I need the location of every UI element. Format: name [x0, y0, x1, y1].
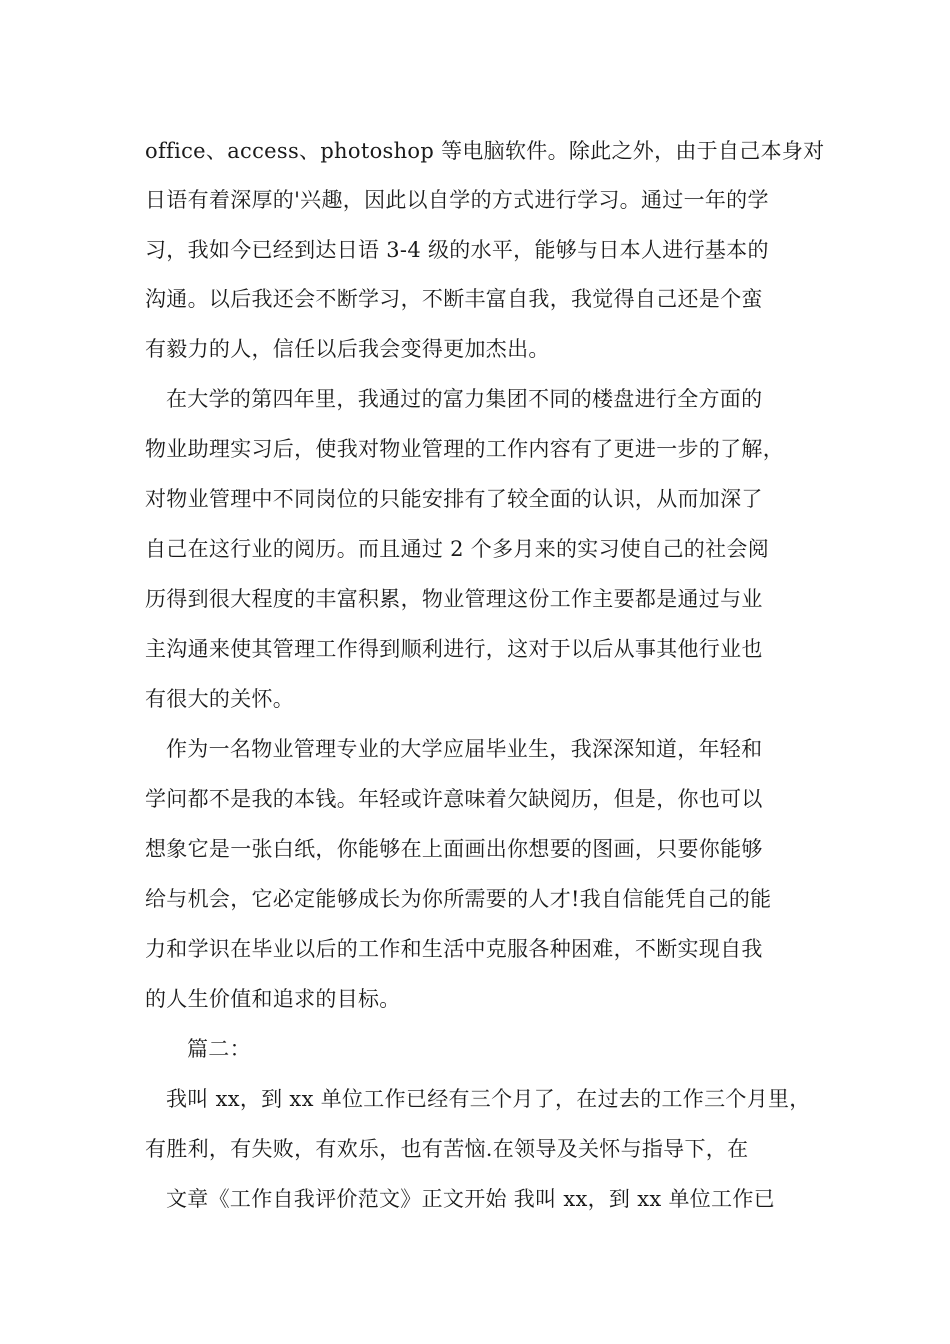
text-line: 文章《工作自我评价范文》正文开始 我叫 xx，到 xx 单位工作已 — [166, 1187, 775, 1211]
text-line: 有胜利，有失败，有欢乐，也有苦恼.在领导及关怀与指导下，在 — [145, 1137, 749, 1161]
text-line: 有很大的关怀。 — [145, 687, 295, 711]
text-line: 有毅力的人，信任以后我会变得更加杰出。 — [145, 337, 550, 361]
text-line: 作为一名物业管理专业的大学应届毕业生，我深深知道，年轻和 — [166, 737, 763, 761]
text-line: 自己在这行业的阅历。而且通过 2 个多月来的实习使自己的社会阅 — [145, 537, 770, 561]
text-line: 我叫 xx，到 xx 单位工作已经有三个月了，在过去的工作三个月里， — [166, 1087, 811, 1111]
section-heading: 篇二： — [187, 1037, 251, 1061]
text-line: 主沟通来使其管理工作得到顺利进行，这对于以后从事其他行业也 — [145, 637, 763, 661]
text-line: 的人生价值和追求的目标。 — [145, 987, 401, 1011]
text-line: 想象它是一张白纸，你能够在上面画出你想要的图画，只要你能够 — [145, 837, 763, 861]
text-line: 历得到很大程度的丰富积累，物业管理这份工作主要都是通过与业 — [145, 587, 763, 611]
text-line: 学问都不是我的本钱。年轻或许意味着欠缺阅历，但是，你也可以 — [145, 787, 763, 811]
text-line: office、access、photoshop 等电脑软件。除此之外，由于自己本身对 — [145, 139, 825, 163]
text-line: 在大学的第四年里，我通过的富力集团不同的楼盘进行全方面的 — [166, 387, 763, 411]
text-line: 力和学识在毕业以后的工作和生活中克服各种困难，不断实现自我 — [145, 937, 763, 961]
text-line: 日语有着深厚的'兴趣，因此以自学的方式进行学习。通过一年的学 — [145, 188, 769, 212]
text-line: 给与机会，它必定能够成长为你所需要的人才!我自信能凭自己的能 — [145, 887, 772, 911]
text-line: 物业助理实习后，使我对物业管理的工作内容有了更进一步的了解， — [145, 437, 784, 461]
text-line: 对物业管理中不同岗位的只能安排有了较全面的认识，从而加深了 — [145, 487, 763, 511]
text-line: 习，我如今已经到达日语 3-4 级的水平，能够与日本人进行基本的 — [145, 238, 769, 262]
text-line: 沟通。以后我还会不断学习，不断丰富自我，我觉得自己还是个蛮 — [145, 287, 763, 311]
